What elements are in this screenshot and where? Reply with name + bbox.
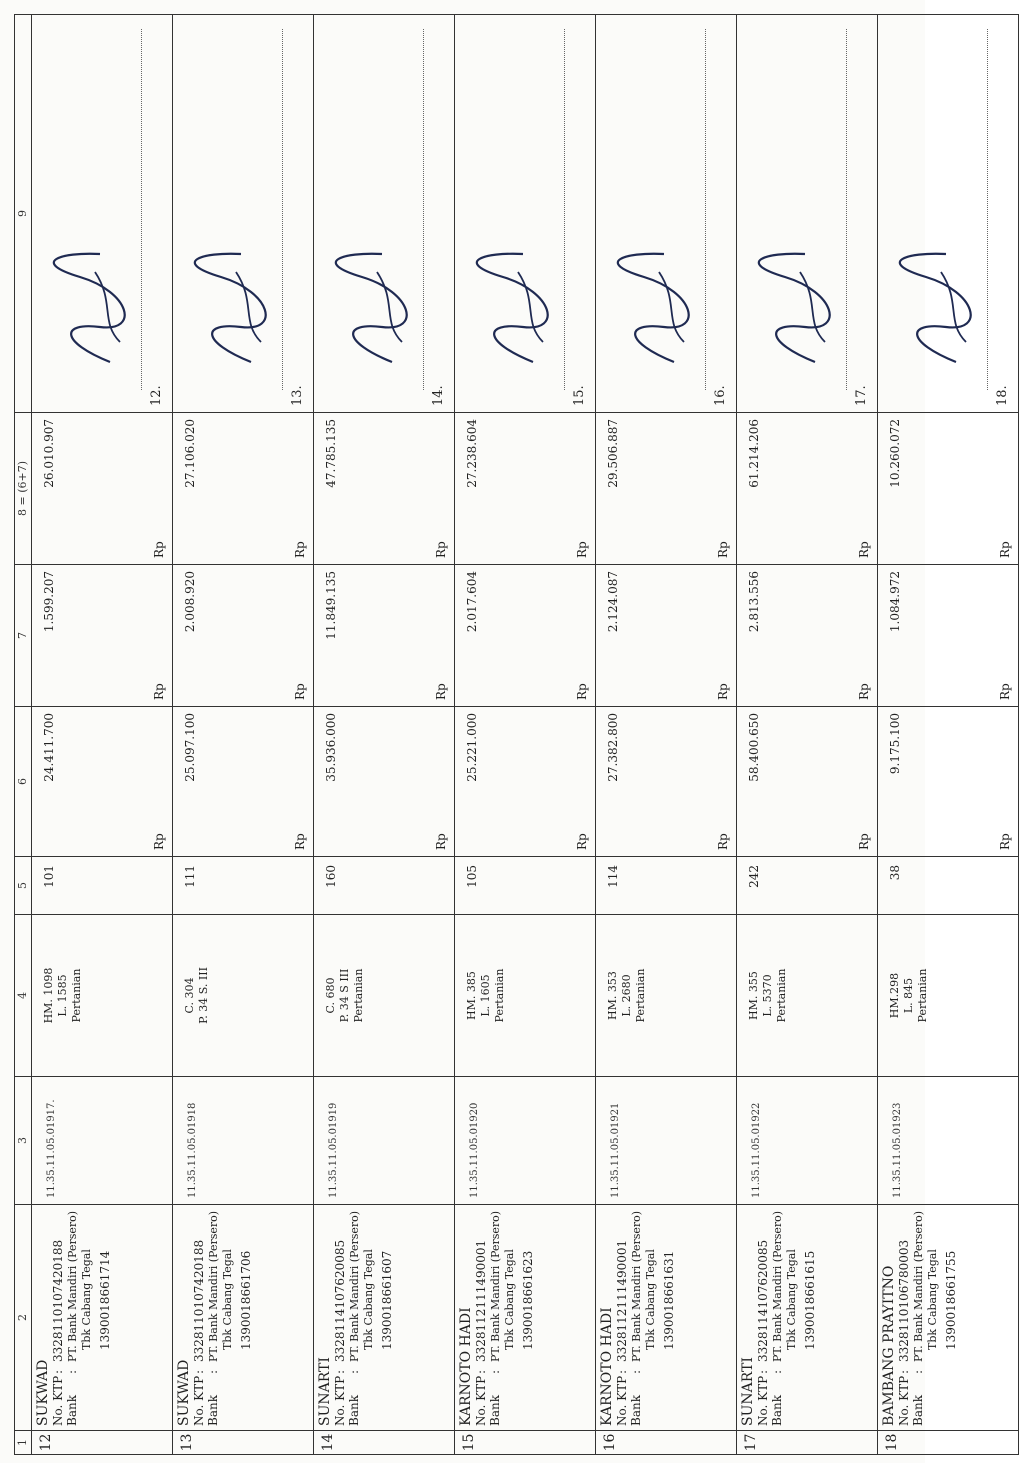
ktp-sep: : — [333, 1369, 347, 1374]
rp-label: Rp — [857, 541, 871, 558]
bank-label: Bank — [206, 1395, 220, 1426]
rp-label: Rp — [857, 683, 871, 700]
building-value: 2.017.604 — [465, 571, 479, 633]
total-value-cell — [455, 413, 596, 565]
total-value: 61.214.206 — [747, 419, 761, 488]
owner-cell — [878, 1205, 1019, 1431]
signature-line — [282, 29, 283, 390]
bank-label: Bank — [65, 1395, 79, 1426]
row-number: 14 — [314, 1431, 455, 1455]
land-title-cell — [455, 915, 596, 1077]
rp-label: Rp — [293, 683, 307, 700]
ktp-label: No. KTP — [51, 1375, 65, 1426]
total-value: 27.106.020 — [183, 419, 197, 488]
owner-name: SUNARTI — [740, 1357, 756, 1426]
signature-cell — [173, 15, 314, 413]
nib-cell: 11.35.11.05.01918 — [173, 1077, 314, 1205]
account-number: 1390018661607 — [380, 1250, 394, 1350]
bank-sep: : — [488, 1369, 502, 1374]
account-number: 1390018661623 — [521, 1250, 535, 1350]
signature-cell — [314, 15, 455, 413]
col-header-6: 6 — [15, 707, 32, 857]
land-use: Pertanian — [493, 968, 506, 1023]
table-row — [314, 15, 455, 1455]
bank-line — [770, 1205, 785, 1430]
bank-label: Bank — [488, 1395, 502, 1426]
signature-number: 14. — [431, 385, 446, 406]
bank-line — [347, 1205, 362, 1430]
col-header-9: 9 — [15, 15, 32, 413]
signature-cell — [596, 15, 737, 413]
land-value-cell — [596, 707, 737, 857]
nib-cell: 11.35.11.05.01920 — [455, 1077, 596, 1205]
land-use: Pertanian — [634, 968, 647, 1023]
signature-number: 18. — [995, 385, 1010, 406]
col-header-2: 2 — [15, 1205, 32, 1431]
area-cell: 105 — [455, 857, 596, 915]
bank-label: Bank — [629, 1395, 643, 1426]
ktp-sep: : — [192, 1369, 206, 1374]
row-number: 15 — [455, 1431, 596, 1455]
row-number: 18 — [878, 1431, 1019, 1455]
account-number: 1390018661631 — [662, 1250, 676, 1350]
rp-label: Rp — [575, 833, 589, 850]
col-header-7: 7 — [15, 565, 32, 707]
ktp-sep: : — [756, 1369, 770, 1374]
rp-label: Rp — [716, 683, 730, 700]
title-number: HM. 1098 — [42, 967, 55, 1024]
rp-label: Rp — [293, 541, 307, 558]
signature-cell — [737, 15, 878, 413]
land-title-cell — [314, 915, 455, 1077]
ktp-label: No. KTP — [333, 1375, 347, 1426]
land-title-cell — [878, 915, 1019, 1077]
title-area: P. 34 S III — [338, 968, 351, 1023]
table-row — [32, 15, 173, 1455]
bank-branch: Tbk Cabang Tegal — [503, 1249, 516, 1350]
owner-name: SUKWAD — [176, 1359, 192, 1426]
signature-number: 13. — [290, 385, 305, 406]
bank-branch: Tbk Cabang Tegal — [80, 1249, 93, 1350]
land-value-cell — [878, 707, 1019, 857]
ktp-label: No. KTP — [615, 1375, 629, 1426]
bank-name: PT. Bank Mandiri (Persero) — [207, 1210, 220, 1362]
land-value-cell — [173, 707, 314, 857]
building-value: 1.084.972 — [888, 571, 902, 633]
title-number: HM. 355 — [747, 971, 760, 1020]
land-use: Pertanian — [775, 968, 788, 1023]
land-value: 58.400.650 — [747, 713, 761, 782]
ktp-line — [333, 1205, 347, 1430]
account-number: 1390018661706 — [239, 1250, 253, 1350]
ktp-line — [615, 1205, 629, 1430]
ktp-value: 3328114107620085 — [333, 1239, 347, 1362]
land-value: 9.175.100 — [888, 713, 902, 775]
rp-label: Rp — [998, 541, 1012, 558]
building-value: 1.599.207 — [42, 571, 56, 633]
land-value: 25.221.000 — [465, 713, 479, 782]
total-value-cell — [32, 413, 173, 565]
col-header-8: 8 = (6+7) — [15, 413, 32, 565]
signature-line — [846, 29, 847, 390]
title-number: HM. 385 — [465, 971, 478, 1020]
rp-label: Rp — [152, 833, 166, 850]
bank-line — [65, 1205, 80, 1430]
title-number: HM.298 — [888, 972, 901, 1019]
ktp-label: No. KTP — [756, 1375, 770, 1426]
handwritten-signature — [886, 242, 986, 372]
owner-cell — [314, 1205, 455, 1431]
land-title-cell — [32, 915, 173, 1077]
title-number: C. 680 — [324, 977, 337, 1014]
title-area: L. 2680 — [620, 974, 633, 1017]
signature-line — [423, 29, 424, 390]
rp-label: Rp — [434, 683, 448, 700]
signature-line — [141, 29, 142, 390]
bank-sep: : — [911, 1369, 925, 1374]
signature-line — [564, 29, 565, 390]
area-cell: 101 — [32, 857, 173, 915]
column-number-row — [15, 15, 32, 1455]
ktp-label: No. KTP — [192, 1375, 206, 1426]
row-number: 13 — [173, 1431, 314, 1455]
total-value: 10.260.072 — [888, 419, 902, 488]
owner-cell — [32, 1205, 173, 1431]
owner-name: KARNOTO HADI — [599, 1307, 615, 1426]
ktp-value: 3328114107620085 — [756, 1239, 770, 1362]
land-use: Pertanian — [916, 968, 929, 1023]
rp-label: Rp — [293, 833, 307, 850]
area-cell: 38 — [878, 857, 1019, 915]
building-value-cell — [596, 565, 737, 707]
rp-label: Rp — [434, 541, 448, 558]
title-area: P. 34 S. III — [197, 967, 210, 1024]
owner-cell — [455, 1205, 596, 1431]
bank-name: PT. Bank Mandiri (Persero) — [912, 1210, 925, 1362]
nib-cell: 11.35.11.05.01921 — [596, 1077, 737, 1205]
ktp-value: 3328112111490001 — [615, 1239, 629, 1362]
total-value-cell — [878, 413, 1019, 565]
area-cell: 111 — [173, 857, 314, 915]
signature-line — [705, 29, 706, 390]
building-value-cell — [173, 565, 314, 707]
bank-line — [629, 1205, 644, 1430]
signature-cell — [878, 15, 1019, 413]
bank-name: PT. Bank Mandiri (Persero) — [489, 1210, 502, 1362]
signature-number: 15. — [572, 385, 587, 406]
col-header-4: 4 — [15, 915, 32, 1077]
bank-sep: : — [629, 1369, 643, 1374]
bank-branch: Tbk Cabang Tegal — [221, 1249, 234, 1350]
owner-cell — [173, 1205, 314, 1431]
signature-number: 12. — [149, 385, 164, 406]
bank-branch: Tbk Cabang Tegal — [926, 1249, 939, 1350]
area-cell: 160 — [314, 857, 455, 915]
land-value: 25.097.100 — [183, 713, 197, 782]
bank-line — [911, 1205, 926, 1430]
bank-branch: Tbk Cabang Tegal — [362, 1249, 375, 1350]
ktp-label: No. KTP — [897, 1375, 911, 1426]
rp-label: Rp — [716, 541, 730, 558]
nib-cell: 11.35.11.05.01919 — [314, 1077, 455, 1205]
bank-name: PT. Bank Mandiri (Persero) — [771, 1210, 784, 1362]
area-cell: 242 — [737, 857, 878, 915]
building-value: 11.849.135 — [324, 571, 338, 640]
land-value: 27.382.800 — [606, 713, 620, 782]
ktp-sep: : — [51, 1369, 65, 1374]
ktp-sep: : — [615, 1369, 629, 1374]
rp-label: Rp — [575, 683, 589, 700]
owner-name: SUNARTI — [317, 1357, 333, 1426]
bank-label: Bank — [911, 1395, 925, 1426]
building-value-cell — [314, 565, 455, 707]
handwritten-signature — [463, 242, 563, 372]
bank-sep: : — [347, 1369, 361, 1374]
ktp-value: 3328110106780003 — [897, 1239, 911, 1362]
building-value-cell — [455, 565, 596, 707]
handwritten-signature — [40, 242, 140, 372]
table-row — [878, 15, 1019, 1455]
bank-line — [488, 1205, 503, 1430]
compensation-table — [14, 14, 1019, 1455]
land-title-cell — [596, 915, 737, 1077]
ktp-sep: : — [474, 1369, 488, 1374]
rp-label: Rp — [575, 541, 589, 558]
land-value-cell — [314, 707, 455, 857]
ktp-label: No. KTP — [474, 1375, 488, 1426]
building-value-cell — [737, 565, 878, 707]
land-value-cell — [737, 707, 878, 857]
signature-cell — [32, 15, 173, 413]
rp-label: Rp — [152, 683, 166, 700]
bank-sep: : — [65, 1369, 79, 1374]
land-value: 35.936.000 — [324, 713, 338, 782]
land-value: 24.411.700 — [42, 713, 56, 782]
owner-name: KARNOTO HADI — [458, 1307, 474, 1426]
building-value: 2.008.920 — [183, 571, 197, 633]
account-number: 1390018661755 — [944, 1250, 958, 1350]
bank-label: Bank — [347, 1395, 361, 1426]
rp-label: Rp — [998, 833, 1012, 850]
col-header-5: 5 — [15, 857, 32, 915]
row-number: 17 — [737, 1431, 878, 1455]
owner-name: BAMBANG PRAYITNO — [881, 1265, 897, 1426]
title-number: HM. 353 — [606, 971, 619, 1020]
signature-number: 16. — [713, 385, 728, 406]
table-row — [737, 15, 878, 1455]
land-use: Pertanian — [70, 968, 83, 1023]
bank-name: PT. Bank Mandiri (Persero) — [348, 1210, 361, 1362]
owner-name: SUKWAD — [35, 1359, 51, 1426]
total-value-cell — [173, 413, 314, 565]
signature-cell — [455, 15, 596, 413]
land-value-cell — [455, 707, 596, 857]
total-value: 47.785.135 — [324, 419, 338, 488]
handwritten-signature — [181, 242, 281, 372]
total-value: 27.238.604 — [465, 419, 479, 488]
table-row — [173, 15, 314, 1455]
bank-label: Bank — [770, 1395, 784, 1426]
land-value-cell — [32, 707, 173, 857]
bank-branch: Tbk Cabang Tegal — [644, 1249, 657, 1350]
title-area: L. 5370 — [761, 974, 774, 1017]
total-value-cell — [596, 413, 737, 565]
handwritten-signature — [322, 242, 422, 372]
title-area: L. 1585 — [56, 974, 69, 1017]
table-row — [455, 15, 596, 1455]
ktp-value: 3328112111490001 — [474, 1239, 488, 1362]
building-value-cell — [32, 565, 173, 707]
bank-sep: : — [770, 1369, 784, 1374]
land-title-cell — [737, 915, 878, 1077]
ktp-line — [192, 1205, 206, 1430]
rp-label: Rp — [434, 833, 448, 850]
ktp-sep: : — [897, 1369, 911, 1374]
ktp-line — [51, 1205, 65, 1430]
building-value: 2.124.087 — [606, 571, 620, 633]
signature-number: 17. — [854, 385, 869, 406]
bank-sep: : — [206, 1369, 220, 1374]
total-value: 29.506.887 — [606, 419, 620, 488]
handwritten-signature — [745, 242, 845, 372]
table-row — [596, 15, 737, 1455]
total-value-cell — [314, 413, 455, 565]
total-value-cell — [737, 413, 878, 565]
ktp-value: 3328110107420188 — [192, 1239, 206, 1362]
title-area: L. 845 — [902, 977, 915, 1014]
nib-cell: 11.35.11.05.01917. — [32, 1077, 173, 1205]
title-number: C. 304 — [183, 977, 196, 1014]
rp-label: Rp — [998, 683, 1012, 700]
col-header-3: 3 — [15, 1077, 32, 1205]
handwritten-signature — [604, 242, 704, 372]
rp-label: Rp — [857, 833, 871, 850]
row-number: 16 — [596, 1431, 737, 1455]
owner-cell — [596, 1205, 737, 1431]
account-number: 1390018661714 — [98, 1250, 112, 1350]
bank-name: PT. Bank Mandiri (Persero) — [66, 1210, 79, 1362]
row-number: 12 — [32, 1431, 173, 1455]
rp-label: Rp — [716, 833, 730, 850]
building-value: 2.813.556 — [747, 571, 761, 633]
ktp-value: 3328110107420188 — [51, 1239, 65, 1362]
total-value: 26.010.907 — [42, 419, 56, 488]
ktp-line — [474, 1205, 488, 1430]
area-cell: 114 — [596, 857, 737, 915]
bank-branch: Tbk Cabang Tegal — [785, 1249, 798, 1350]
nib-cell: 11.35.11.05.01922 — [737, 1077, 878, 1205]
account-number: 1390018661615 — [803, 1250, 817, 1350]
ktp-line — [756, 1205, 770, 1430]
bank-line — [206, 1205, 221, 1430]
signature-line — [987, 29, 988, 390]
ktp-line — [897, 1205, 911, 1430]
land-use: Pertanian — [352, 968, 365, 1023]
building-value-cell — [878, 565, 1019, 707]
land-title-cell — [173, 915, 314, 1077]
bank-name: PT. Bank Mandiri (Persero) — [630, 1210, 643, 1362]
col-header-1: 1 — [15, 1431, 32, 1455]
owner-cell — [737, 1205, 878, 1431]
title-area: L. 1605 — [479, 974, 492, 1017]
nib-cell: 11.35.11.05.01923 — [878, 1077, 1019, 1205]
rp-label: Rp — [152, 541, 166, 558]
